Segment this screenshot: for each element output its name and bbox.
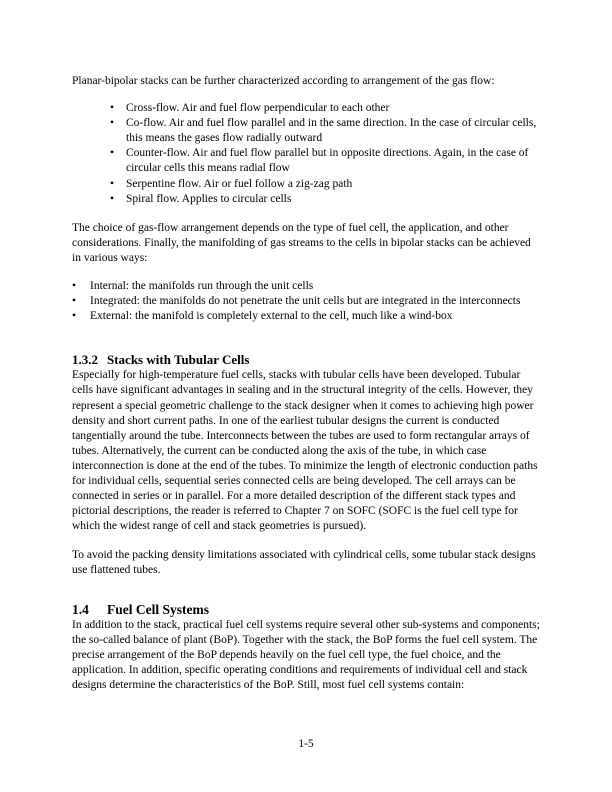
list-item [72, 294, 542, 309]
flattened-tubes-paragraph: To avoid the packing density limitations associated with cylindrical cells, some tubular stack designs use flattened tubes. [72, 549, 536, 577]
list-item-text: Spiral flow. Applies to circular cells [126, 192, 292, 205]
list-item [72, 177, 542, 192]
list-item-text: External: the manifold is completely external to the cell, much like a wind-box [90, 310, 453, 323]
bullet-icon: • [72, 280, 77, 293]
section-number: 1.4 [72, 601, 89, 617]
list-item-text: Co-flow. Air and fuel flow parallel and in the same direction. In the case of circular cells, this means the gases flow radially outward [126, 117, 537, 145]
section-title: Fuel Cell Systems [107, 601, 209, 617]
bullet-icon: • [72, 310, 77, 323]
list-item [72, 116, 542, 146]
list-item-text: Serpentine flow. Air or fuel follow a zig-zag path [126, 177, 353, 190]
list-item-text: Counter-flow. Air and fuel flow parallel but in opposite directions. Again, in the case of circular cells this means radial flow [126, 147, 529, 175]
manifold-paragraph: The choice of gas-flow arrangement depends on the type of fuel cell, the application, and other considerations. Finally, the manifolding of gas streams to the cells in bipolar stacks can be achieved in various ways: [72, 221, 531, 264]
list-item [72, 101, 542, 116]
section-title: Stacks with Tubular Cells [107, 352, 250, 368]
tubular-cells-paragraph: Especially for high-temperature fuel cells, stacks with tubular cells have been developed. Tubular cells have significant advantages in sealing and in the structural integrity of the cells. However, they represent a special geometric challenge to the stack designer when it comes to achieving high power density and short current paths. In one of the earliest tubular designs the current is conducted tangentially around the tube. Interconnects between the tubes are used to form rectangular arrays of tubes. Alternatively, the current can be conducted along the axis of the tube, in which case interconnection is done at the end of the tubes. To minimize the length of electronic conduction paths for individual cells, sequential series connected cells are being developed. The cell arrays can be connected in series or in parallel. For a more detailed description of the different stack types and pictorial descriptions, the reader is referred to Chapter 7 on SOFC (SOFC is the fuel cell type for which the widest range of cell and stack geometries is pursued). [72, 369, 538, 533]
bullet-icon: • [72, 295, 77, 308]
list-item [72, 279, 542, 294]
list-item-text: Internal: the manifolds run through the unit cells [90, 280, 314, 293]
list-item [72, 309, 542, 324]
section-number: 1.3.2 [72, 352, 98, 368]
section-heading-1-3-2 [72, 352, 542, 368]
gas-flow-list [72, 101, 542, 207]
bullet-icon: • [110, 177, 115, 190]
bullet-icon: • [110, 102, 115, 115]
fuel-cell-systems-paragraph: In addition to the stack, practical fuel cell systems require several other sub-systems and components; the so-called balance of plant (BoP). Together with the stack, the BoP forms the fuel cell system. The precise arrangement of the BoP depends heavily on the fuel cell type, the fuel choice, and the application. In addition, specific operating conditions and requirements of individual cell and stack designs determine the characteristics of the BoP. Still, most fuel cell systems contain: [72, 618, 540, 691]
page-number: 1-5 [298, 738, 314, 750]
manifold-list [72, 279, 542, 324]
section-heading-1-4 [72, 602, 542, 618]
list-item [72, 146, 542, 176]
list-item [72, 192, 542, 207]
bullet-icon: • [110, 117, 115, 130]
intro-paragraph: Planar-bipolar stacks can be further characterized according to arrangement of the gas flow: [72, 75, 495, 87]
bullet-icon: • [110, 147, 115, 160]
list-item-text: Cross-flow. Air and fuel flow perpendicular to each other [126, 102, 390, 115]
list-item-text: Integrated: the manifolds do not penetrate the unit cells but are integrated in the interconnects [90, 295, 521, 308]
page-content [72, 74, 542, 693]
bullet-icon: • [110, 192, 115, 205]
